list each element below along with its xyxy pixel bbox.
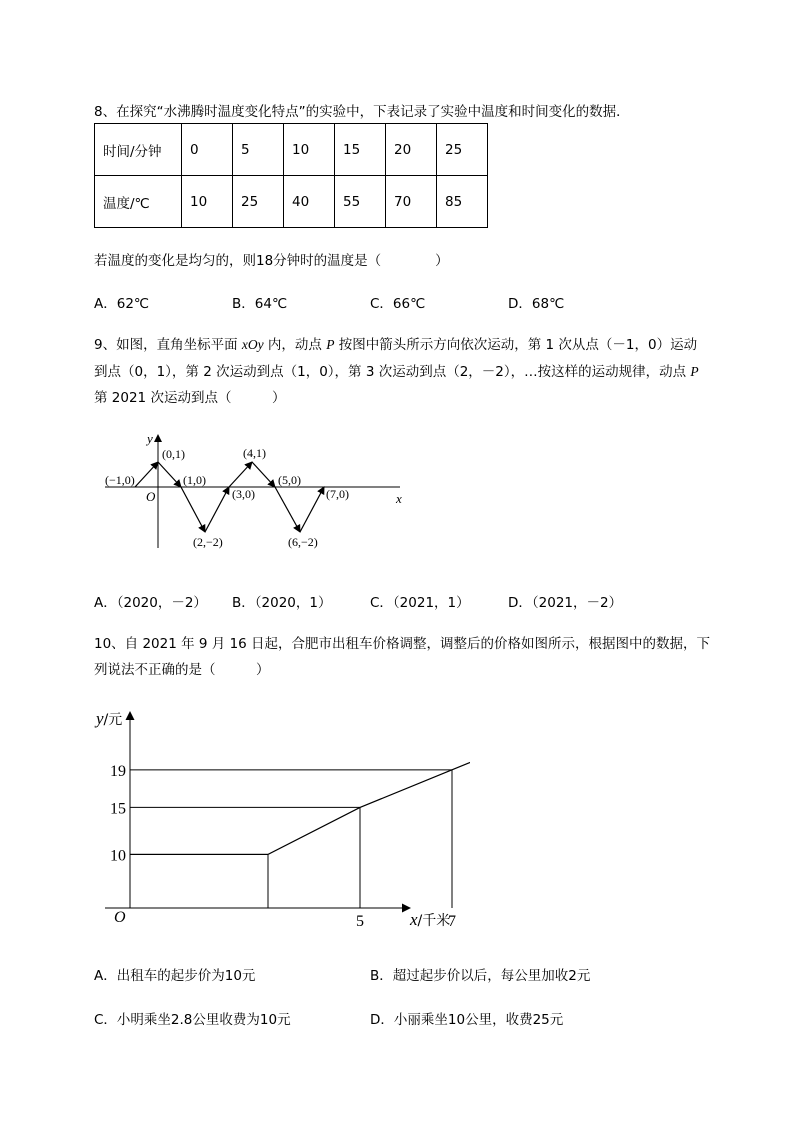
point-label: (4,1)	[243, 446, 266, 460]
point-label: (3,0)	[232, 487, 255, 501]
axis-y-label: y	[147, 431, 153, 446]
point-label: (5,0)	[278, 473, 301, 487]
q10-option-a: A．出租车的起步价为10元	[94, 968, 256, 984]
path-segment	[205, 487, 229, 532]
q9-text: 9、如图，直角坐标平面	[94, 337, 242, 353]
q10-stem-line-2: 列说法不正确的是（ ）	[94, 662, 270, 678]
q9-option-a: A．（2020，－2）	[94, 595, 207, 611]
q10-stem-line-1: 10、自 2021 年 9 月 16 日起，合肥市出租车价格调整，调整后的价格如图所示，根据图中的数据，下	[94, 636, 711, 652]
fare-series-line	[130, 751, 470, 854]
q9-text: 到点（0，1），第 2 次运动到点（1，0），第 3 次运动到点（2，－2），…按这样的运动规律，动点	[94, 364, 691, 380]
point-label: (6,−2)	[288, 535, 318, 549]
y-tick-label: 10	[110, 847, 126, 865]
point-label: (0,1)	[162, 447, 185, 461]
x-tick-label: 7	[448, 913, 456, 930]
path-segment	[135, 462, 158, 487]
table-cell: 20	[386, 124, 437, 176]
y-axis-label	[94, 709, 122, 728]
q9-option-d: D．（2021，－2）	[508, 595, 623, 611]
table-header-cell: 温度/℃	[95, 176, 182, 228]
path-segment	[275, 487, 300, 532]
path-segment	[181, 487, 205, 532]
table-cell: 10	[284, 124, 335, 176]
table-cell: 5	[233, 124, 284, 176]
q8-question: 若温度的变化是均匀的，则18分钟时的温度是（ ）	[94, 253, 449, 269]
y-tick-label: 19	[110, 762, 126, 780]
x-axis-label	[409, 910, 450, 929]
table-header-cell: 时间/分钟	[95, 124, 182, 176]
q10-option-d: D．小丽乘坐10公里，收费25元	[370, 1012, 564, 1028]
path-segment	[300, 487, 324, 532]
y-unit: /元	[103, 712, 123, 728]
q9-option-b: B．（2020，1）	[232, 595, 332, 611]
q9-motion-figure	[100, 425, 420, 555]
q9-text: 内，动点	[263, 337, 327, 353]
q9-point-p: P	[690, 364, 699, 379]
table-cell: 40	[284, 176, 335, 228]
table-cell: 15	[335, 124, 386, 176]
point-label: (−1,0)	[105, 473, 135, 487]
table-cell: 55	[335, 176, 386, 228]
q9-stem-line-1	[94, 333, 697, 353]
q9-plane-name: xOy	[241, 337, 264, 352]
table-cell: 70	[386, 176, 437, 228]
q8-option-d: D．68℃	[508, 296, 565, 312]
q8-option-b: B．64℃	[232, 296, 288, 312]
axis-x-label: x	[396, 491, 402, 506]
origin-label: O	[146, 489, 156, 504]
point-label: (1,0)	[183, 473, 206, 487]
q10-option-c: C．小明乘坐2.8公里收费为10元	[94, 1012, 291, 1028]
q9-point-p: P	[326, 337, 335, 352]
point-label: (7,0)	[326, 487, 349, 501]
q8-option-a: A．62℃	[94, 296, 150, 312]
q9-option-c: C．（2021，1）	[370, 595, 470, 611]
q9-text: 按图中箭头所示方向依次运动，第 1 次从点（－1，0）运动	[334, 337, 698, 353]
origin-label: O	[114, 909, 126, 926]
q9-stem-line-3: 第 2021 次运动到点（ ）	[94, 390, 286, 406]
point-label: (2,−2)	[193, 535, 223, 549]
path-segment	[158, 462, 181, 487]
table-cell: 0	[182, 124, 233, 176]
table-cell: 85	[437, 176, 488, 228]
path-segment	[252, 462, 275, 487]
q8-data-table	[94, 123, 488, 228]
table-cell: 25	[437, 124, 488, 176]
table-row	[95, 176, 488, 228]
path-segment	[229, 462, 252, 487]
table-cell: 10	[182, 176, 233, 228]
q10-taxi-fare-chart	[90, 700, 470, 940]
x-tick-label: 5	[356, 913, 364, 930]
q10-option-b: B．超过起步价以后，每公里加收2元	[370, 968, 591, 984]
q8-stem: 8、在探究“水沸腾时温度变化特点”的实验中，下表记录了实验中温度和时间变化的数据．	[94, 104, 630, 120]
q9-stem-line-2	[94, 360, 699, 380]
y-var: y	[96, 709, 104, 728]
x-var: x	[410, 910, 418, 929]
q8-option-c: C．66℃	[370, 296, 426, 312]
table-row	[95, 124, 488, 176]
y-tick-label: 15	[110, 800, 126, 818]
x-unit: /千米	[417, 913, 451, 929]
table-cell: 25	[233, 176, 284, 228]
